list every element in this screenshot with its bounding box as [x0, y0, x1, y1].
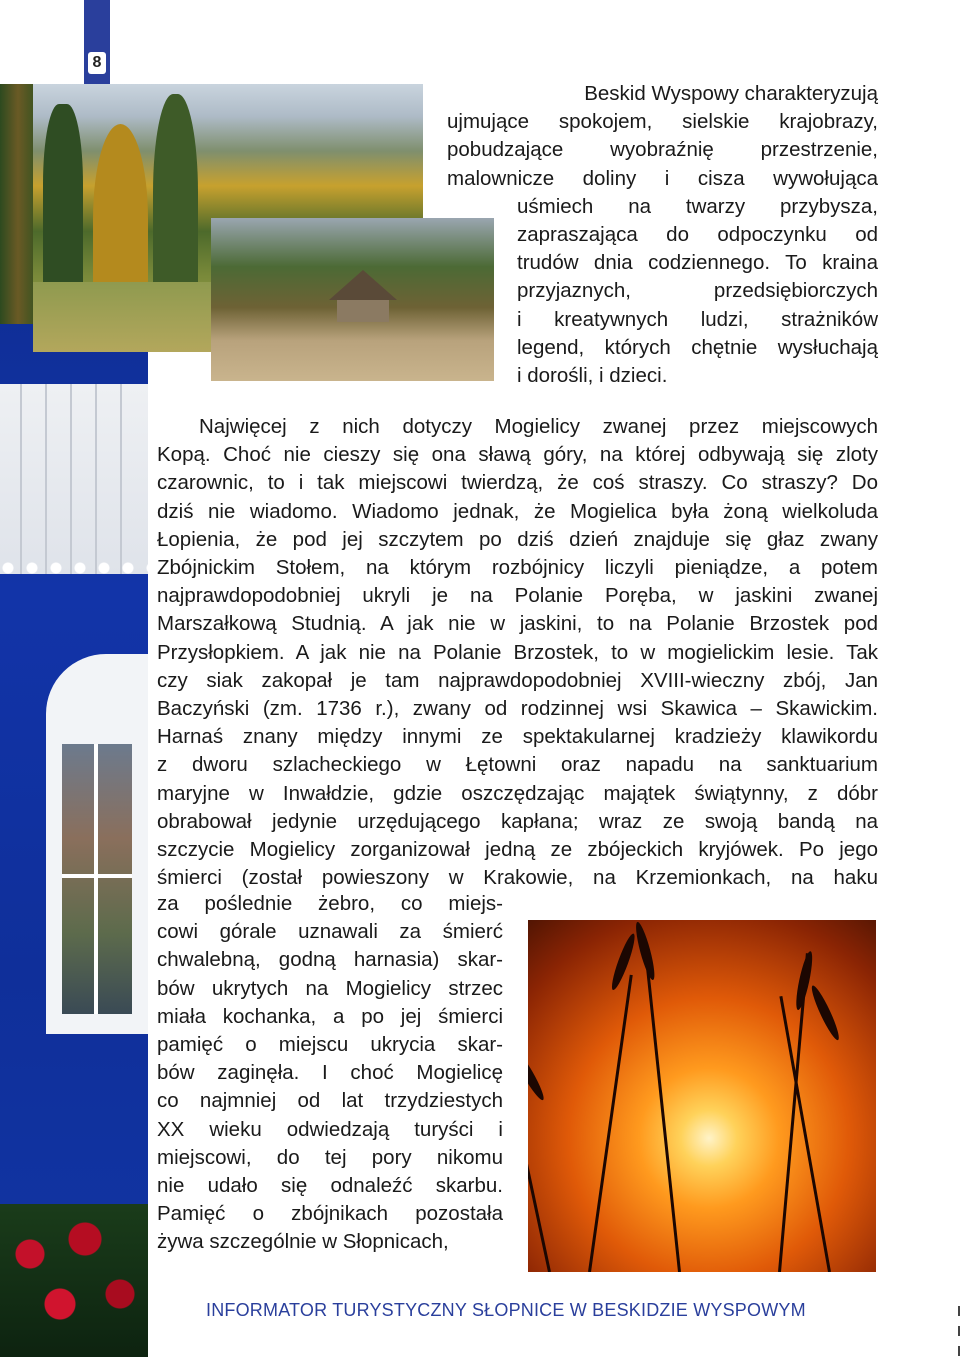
column-line: za poślednie żebro, co miejs-: [157, 892, 503, 915]
intro-line: pobudzające wyobraźnię przestrzenie,: [447, 138, 878, 162]
body-line: śmierci (został powieszony w Krakowie, na Krzemionkach, na haku: [157, 866, 878, 890]
body-line: maryjne w Inwałdzie, gdzie oszczędzając majątek świątynny, z dóbr: [157, 781, 878, 805]
wooden-hut-photo: [211, 218, 494, 381]
body-line: Kopą. Choć nie cieszy się ona sławą góry, na której odbywają się zloty: [157, 443, 878, 467]
column-line: XX wieku odwiedzają turyści i: [157, 1117, 503, 1141]
column-line: pamięć o miejscu ukrycia skar-: [157, 1033, 503, 1057]
body-line: Zbójnickim Stołem, na którym rozbójnicy liczyli pieniądze, a potem: [157, 556, 878, 579]
intro-paragraph-cont: [517, 193, 878, 390]
intro-line: ujmujące spokojem, sielskie krajobrazy,: [447, 110, 878, 134]
narrow-column-text: [157, 890, 503, 1257]
intro-paragraph: [447, 80, 878, 193]
column-line: co najmniej od lat trzydziestych: [157, 1089, 503, 1113]
body-line: obrabował jedynie urzędującego kapłana; wraz ze swoją bandą na: [157, 809, 878, 833]
intro-line: malownicze doliny i cisza wywołująca: [447, 166, 878, 190]
chapel-wall-boards: [0, 384, 148, 574]
body-line: z dworu szlacheckiego w Łętowni oraz napadu na sanktuarium: [157, 753, 878, 777]
intro-line: zapraszająca do odpoczynku od: [517, 223, 878, 246]
chapel-lace-trim: [0, 562, 148, 584]
intro-line: i kreatywnych ludzi, strażników: [517, 307, 878, 331]
intro-line: i dorośli, i dzieci.: [517, 364, 668, 388]
column-line: chwalebną, godną harnasia) skar-: [157, 948, 503, 972]
column-line: Pamięć o zbójnikach pozostała: [157, 1202, 503, 1226]
intro-line: uśmiech na twarzy przybysza,: [517, 194, 878, 218]
intro-line: przyjaznych, przedsiębiorczych: [517, 279, 878, 303]
body-line: Baczyński (zm. 1736 r.), zwany od rodzinnej wsi Skawica – Skawickim.: [157, 697, 878, 721]
chapel-window: [46, 654, 148, 1034]
column-line: cowi górale uznawali za śmierć: [157, 920, 503, 944]
column-line: nie udało się odnaleźć skarbu.: [157, 1174, 503, 1198]
intro-line: trudów dnia codziennego. To kraina: [517, 251, 878, 275]
body-paragraph: [157, 441, 878, 892]
body-line: dziś nie wiadomo. Wiadomo jednak, że Mogielica była żoną wielkoluda: [157, 499, 878, 523]
sunset-grain-photo: [528, 920, 876, 1272]
body-line: Przysłopkiem. A jak nie na Polanie Brzostek, to w mogielickim lesie. Tak: [157, 640, 878, 664]
body-line: czy siak zakopał je tam najprawdopodobniej XVIII-wieczny zbój, Jan: [157, 668, 878, 692]
body-paragraph-first: [199, 413, 878, 441]
column-line: miała kochanka, a po jej śmierci: [157, 1004, 503, 1028]
body-line: czarownic, to i tak miejscowi twierdzą, że coś straszy. Co straszy? Do: [157, 471, 878, 495]
column-line: żywa szczególnie w Słopnicach,: [157, 1230, 449, 1254]
page-number: 8: [88, 52, 106, 74]
intro-line: Beskid Wyspowy charakteryzują: [584, 82, 878, 105]
footer-publication-title: INFORMATOR TURYSTYCZNY SŁOPNICE W BESKIDZIE WYSPOWYM: [206, 1300, 806, 1320]
body-line: Najwięcej z nich dotyczy Mogielicy zwanej przez miejscowych: [199, 415, 878, 438]
column-line: bów ukrytych na Mogielicy strzec: [157, 976, 503, 1000]
body-line: szczycie Mogielicy zorganizował jedną ze zbójeckich kryjówek. Po jego: [157, 838, 878, 862]
autumn-tree-strip: [0, 84, 36, 324]
body-line: najprawdopodobniej ukryli je na Polanie Poręba, w jaskini zwanej: [157, 584, 878, 608]
body-line: Harnaś znany między innymi ze spektakularnej kradzieży klawikordu: [157, 725, 878, 749]
intro-line: legend, których chętnie wysłuchają: [517, 335, 878, 359]
column-line: bów zaginęła. I choć Mogielicę: [157, 1061, 503, 1085]
body-line: Łopienia, że pod jej szczytem po dziś dzień znajduje się głaz zwany: [157, 527, 878, 551]
body-line: Marszałkową Studnią. A jak nie w jaskini, to na Polanie Brzostek pod: [157, 612, 878, 636]
column-line: miejscowi, do tej pory nikomu: [157, 1145, 503, 1169]
red-flowers: [0, 1204, 148, 1357]
